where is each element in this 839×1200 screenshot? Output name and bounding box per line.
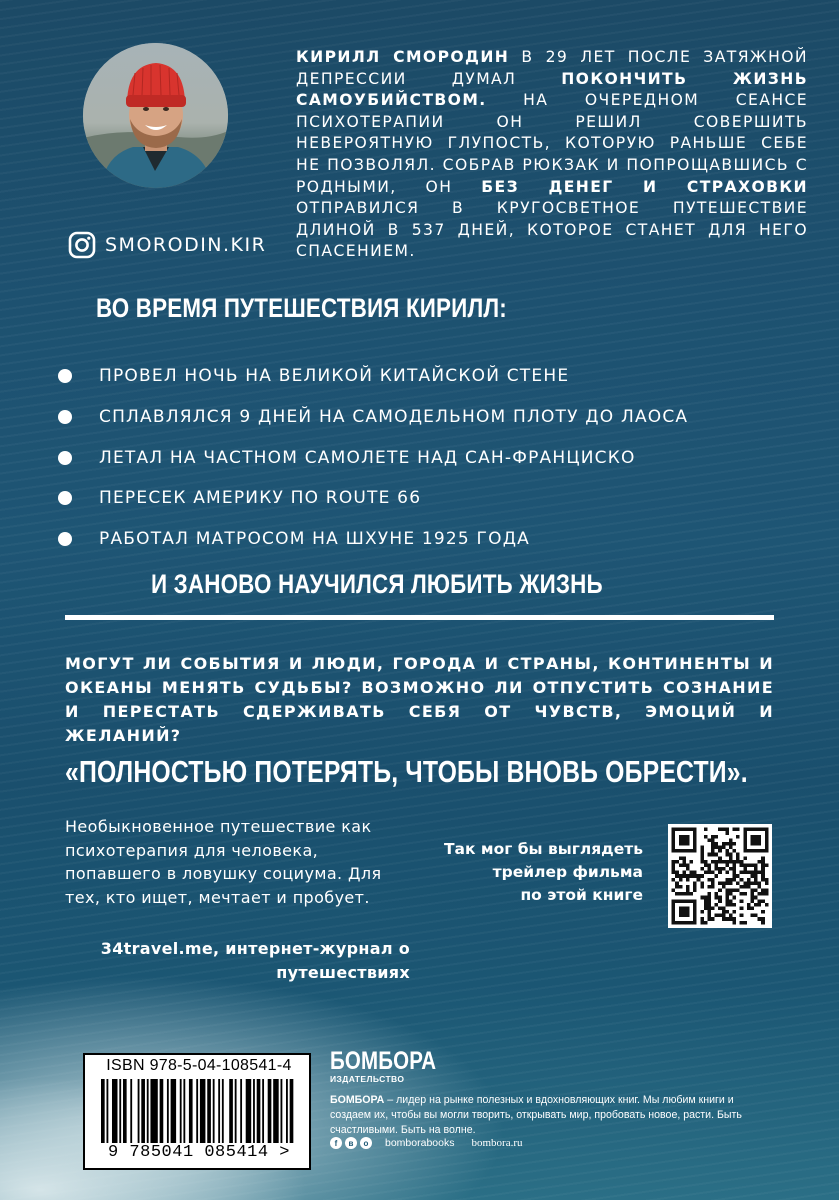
question-text: МОГУТ ЛИ СОБЫТИЯ И ЛЮДИ, ГОРОДА И СТРАНЫ, КОНТИНЕНТЫ И ОКЕАНЫ МЕНЯТЬ СУДЬБЫ? ВОЗМОЖНО ЛИ ОТПУСТИТЬ СОЗНАНИЕ И ПЕРЕСТАТЬ СДЕРЖИВАТЬ СЕБЯ ОТ ЧУВСТВ, ЭМОЦИЙ И ЖЕЛАНИЙ? bbox=[65, 654, 774, 745]
relearn-heading: И ЗАНОВО НАУЧИЛСЯ ЛЮБИТЬ ЖИЗНЬ bbox=[151, 569, 603, 599]
author-name: КИРИЛЛ СМОРОДИН bbox=[296, 48, 510, 66]
author-bio: КИРИЛЛ СМОРОДИН В 29 ЛЕТ ПОСЛЕ ЗАТЯЖНОЙ ДЕПРЕССИИ ДУМАЛ ПОКОНЧИТЬ ЖИЗНЬ САМОУБИЙСТВОМ. НА ОЧЕРЕДНОМ СЕАНСЕ ПСИХОТЕРАПИИ ОН РЕШИЛ СОВЕРШИТЬ НЕВЕРОЯТНУЮ ГЛУПОСТЬ, КОТОРУЮ РАНЬШЕ СЕБЕ НЕ ПОЗВОЛЯЛ. СОБРАВ РЮКЗАК И ПОПРОЩАВШИСЬ С РОДНЫМИ, ОН БЕЗ ДЕНЕГ И СТРАХОВКИ ОТПРАВИЛСЯ В КРУГОСВЕТНОЕ ПУТЕШЕСТВИЕ ДЛИНОЙ В 537 ДНЕЙ, КОТОРОЕ СТАНЕТ ДЛЯ НЕГО СПАСЕНИЕМ. bbox=[296, 48, 808, 261]
bullet-icon bbox=[58, 491, 72, 505]
fact-item: ЛЕТАЛ НА ЧАСТНОМ САМОЛЕТЕ НАД САН-ФРАНЦИСКО bbox=[58, 437, 688, 478]
author-photo bbox=[83, 43, 228, 188]
publisher-description: БОМБОРА – лидер на рынке полезных и вдохновляющих книг. Мы любим книги и создаем их, чтобы вы могли творить, открывать мир, пробовать новое, расти. Быть счастливыми. Быть на волне. bbox=[330, 1094, 742, 1136]
vk-icon[interactable]: в bbox=[345, 1137, 357, 1149]
fact-item: РАБОТАЛ МАТРОСОМ НА ШХУНЕ 1925 ГОДА bbox=[58, 519, 688, 560]
instagram-icon bbox=[68, 231, 96, 259]
bullet-icon bbox=[58, 369, 72, 383]
fact-item: СПЛАВЛЯЛСЯ 9 ДНЕЙ НА САМОДЕЛЬНОМ ПЛОТУ ДО ЛАОСА bbox=[58, 397, 688, 438]
trailer-caption: Так мог бы выглядеть трейлер фильма по этой книге bbox=[443, 840, 643, 904]
during-heading: ВО ВРЕМЯ ПУТЕШЕСТВИЯ КИРИЛЛ: bbox=[96, 293, 507, 323]
facebook-icon[interactable]: f bbox=[330, 1137, 342, 1149]
fact-item: ПЕРЕСЕК АМЕРИКУ ПО ROUTE 66 bbox=[58, 478, 688, 519]
barcode-digits: 9 785041 085414 > bbox=[108, 1143, 290, 1162]
publisher-logo: БОМБОРА ИЗДАТЕЛЬСТВО bbox=[330, 1047, 437, 1084]
divider bbox=[65, 615, 774, 620]
bullet-icon bbox=[58, 410, 72, 424]
instagram-handle: SMORODIN.KIR bbox=[105, 234, 267, 256]
publisher-handle[interactable]: bomborabooks bbox=[385, 1137, 455, 1149]
odnoklassniki-icon[interactable]: о bbox=[360, 1137, 372, 1149]
barcode-bars bbox=[101, 1079, 297, 1143]
publisher-social bbox=[330, 1137, 522, 1149]
review-source: 34travel.me, интернет-журнал о путешествиях bbox=[100, 939, 410, 982]
instagram-handle-row bbox=[68, 231, 266, 259]
facts-list bbox=[58, 356, 688, 559]
bullet-icon bbox=[58, 451, 72, 465]
qr-code[interactable] bbox=[668, 824, 772, 928]
review-text: Необыкновенное путешествие как психотерапия для человека, попавшего в ловушку социума. Для тех, кто ищет, мечтает и пробует. bbox=[65, 817, 382, 907]
publisher-website[interactable]: bombora.ru bbox=[471, 1137, 523, 1149]
tagline-quote: «ПОЛНОСТЬЮ ПОТЕРЯТЬ, ЧТОБЫ ВНОВЬ ОБРЕСТИ». bbox=[65, 754, 748, 789]
isbn-barcode bbox=[83, 1053, 311, 1170]
bullet-icon bbox=[58, 532, 72, 546]
isbn-number: ISBN 978-5-04-108541-4 bbox=[106, 1057, 292, 1074]
fact-item: ПРОВЕЛ НОЧЬ НА ВЕЛИКОЙ КИТАЙСКОЙ СТЕНЕ bbox=[58, 356, 688, 397]
